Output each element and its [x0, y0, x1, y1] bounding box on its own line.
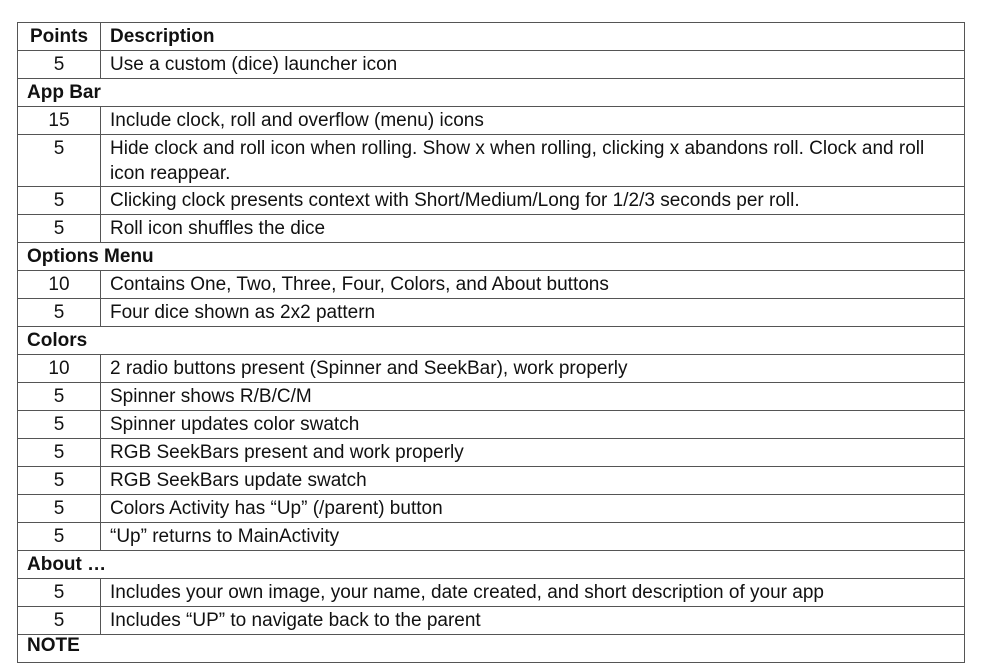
- table-row: [18, 467, 965, 495]
- row-description: Colors Activity has “Up” (/parent) button: [101, 495, 965, 523]
- section-title: About …: [18, 551, 965, 579]
- row-points: 10: [18, 271, 101, 299]
- table-row: [18, 411, 965, 439]
- row-description: Hide clock and roll icon when rolling. Show x when rolling, clicking x abandons roll. Clock and roll icon reappear.: [101, 135, 965, 187]
- row-description: Use a custom (dice) launcher icon: [101, 51, 965, 79]
- row-points: 5: [18, 411, 101, 439]
- row-description: Includes “UP” to navigate back to the parent: [101, 607, 965, 635]
- row-description: 2 radio buttons present (Spinner and SeekBar), work properly: [101, 355, 965, 383]
- table-row: [18, 355, 965, 383]
- table-row: [18, 107, 965, 135]
- row-points: 5: [18, 51, 101, 79]
- row-points: 5: [18, 439, 101, 467]
- table-row: [18, 383, 965, 411]
- section-row-colors: [18, 327, 965, 355]
- row-points: 15: [18, 107, 101, 135]
- row-points: 5: [18, 135, 101, 187]
- row-description: Roll icon shuffles the dice: [101, 215, 965, 243]
- table-row: [18, 51, 965, 79]
- row-points: 5: [18, 299, 101, 327]
- row-points: 5: [18, 607, 101, 635]
- rubric-document: [17, 22, 964, 663]
- row-description: Spinner shows R/B/C/M: [101, 383, 965, 411]
- description-column-header: Description: [101, 23, 965, 51]
- table-row: [18, 607, 965, 635]
- row-description: Includes your own image, your name, date created, and short description of your app: [101, 579, 965, 607]
- table-header-row: [18, 23, 965, 51]
- table-row: [18, 579, 965, 607]
- section-row-options-menu: [18, 243, 965, 271]
- points-column-header: Points: [18, 23, 101, 51]
- row-description: RGB SeekBars update swatch: [101, 467, 965, 495]
- section-title: Colors: [18, 327, 965, 355]
- table-row: [18, 439, 965, 467]
- row-description: “Up” returns to MainActivity: [101, 523, 965, 551]
- row-points: 5: [18, 215, 101, 243]
- row-points: 5: [18, 187, 101, 215]
- row-description: Four dice shown as 2x2 pattern: [101, 299, 965, 327]
- table-row: [18, 215, 965, 243]
- row-points: 5: [18, 467, 101, 495]
- table-row: [18, 135, 965, 187]
- row-description: Spinner updates color swatch: [101, 411, 965, 439]
- table-row: [18, 187, 965, 215]
- section-title: NOTE: [18, 635, 965, 663]
- section-row-note: [18, 635, 965, 663]
- row-description: Include clock, roll and overflow (menu) icons: [101, 107, 965, 135]
- row-description: Contains One, Two, Three, Four, Colors, and About buttons: [101, 271, 965, 299]
- rubric-table: [17, 22, 965, 663]
- section-title: Options Menu: [18, 243, 965, 271]
- row-points: 5: [18, 579, 101, 607]
- table-row: [18, 299, 965, 327]
- section-row-app-bar: [18, 79, 965, 107]
- row-points: 10: [18, 355, 101, 383]
- section-row-about: [18, 551, 965, 579]
- row-points: 5: [18, 495, 101, 523]
- rubric-table-body: [18, 51, 965, 663]
- table-row: [18, 523, 965, 551]
- section-title: App Bar: [18, 79, 965, 107]
- table-row: [18, 271, 965, 299]
- row-description: Clicking clock presents context with Short/Medium/Long for 1/2/3 seconds per roll.: [101, 187, 965, 215]
- row-points: 5: [18, 523, 101, 551]
- table-row: [18, 495, 965, 523]
- row-points: 5: [18, 383, 101, 411]
- row-description: RGB SeekBars present and work properly: [101, 439, 965, 467]
